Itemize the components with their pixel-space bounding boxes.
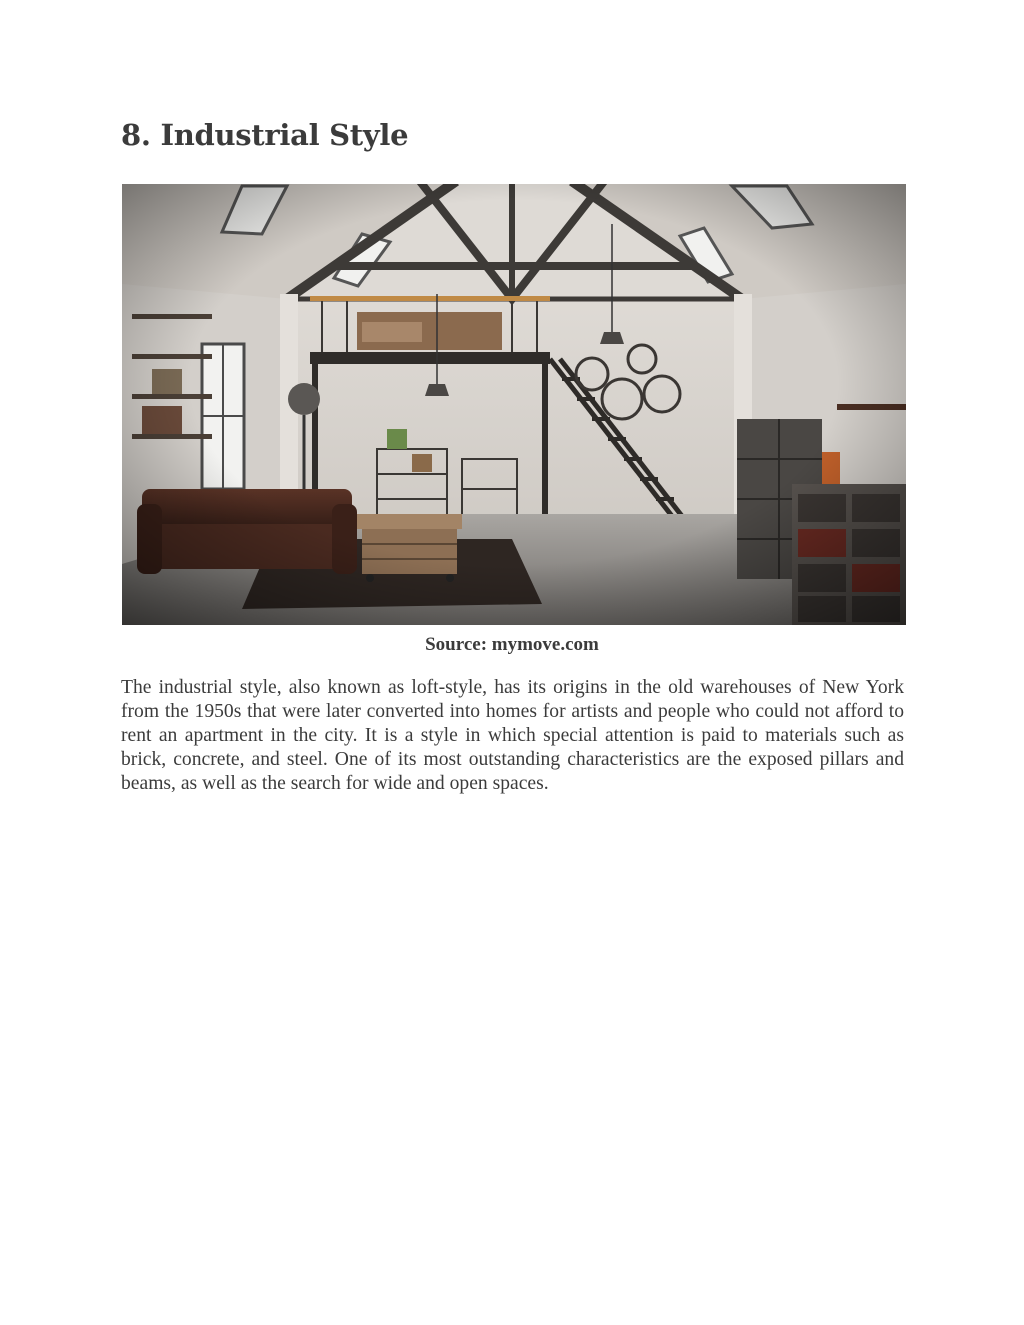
- industrial-loft-photo: [122, 184, 906, 625]
- vignette: [122, 184, 906, 625]
- page-heading: 8. Industrial Style: [121, 118, 409, 152]
- image-caption: Source: mymove.com: [425, 634, 599, 655]
- body-paragraph: The industrial style, also known as loft-style, has its origins in the old warehouses of New York from the 1950s that were later converted into homes for artists and people who could not afford to rent an apartment in the city. It is a style in which special attention is paid to materials such as brick, concrete, and steel. One of its most outstanding characteristics are the exposed pillars and beams, as well as the search for wide and open spaces.: [121, 677, 904, 794]
